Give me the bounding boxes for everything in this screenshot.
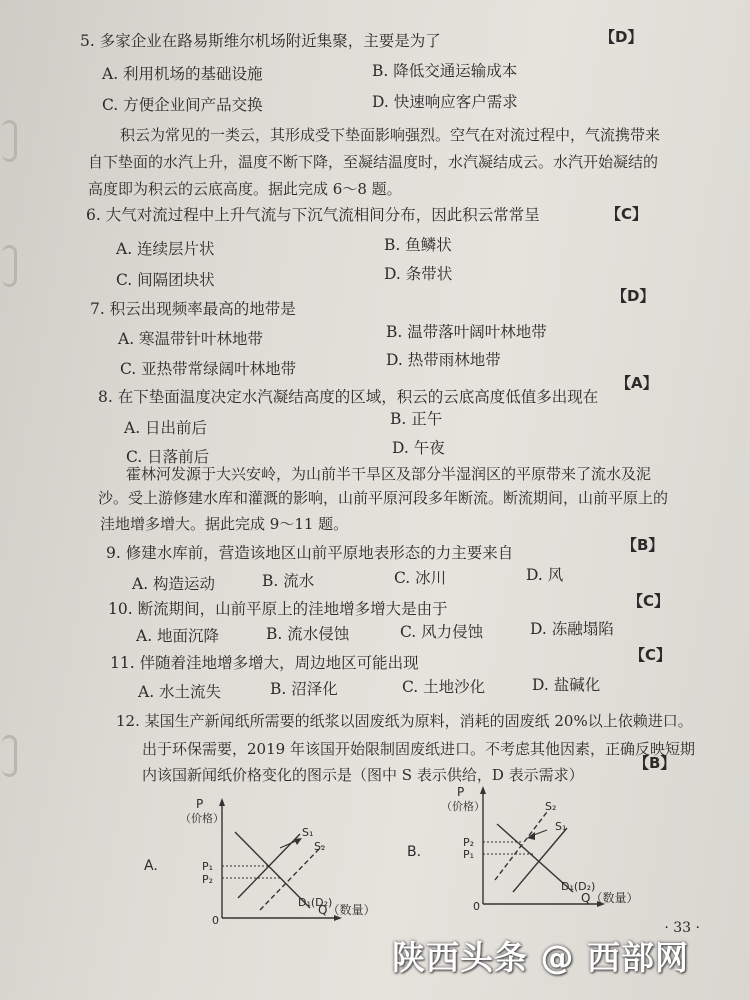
supply-demand-graph-b (405, 780, 655, 920)
option-c: C. 风力侵蚀 (400, 623, 484, 641)
graph-p-unit-label: （价格） (180, 812, 224, 825)
option-b: B. 温带落叶阔叶林地带 (386, 323, 547, 341)
question-8-answer: 【A】 (616, 374, 658, 392)
option-d: D. 条带状 (384, 265, 453, 283)
option-c: C. 土地沙化 (402, 678, 486, 696)
passage-line: 自下垫面的水汽上升，温度不断下降，至凝结温度时，水汽凝结成云。水汽开始凝结的 (88, 153, 659, 171)
watermark: 陕西头条 @ 西部网 (392, 938, 689, 977)
graph-s2-label: S₂ (545, 800, 557, 813)
passage-line: 洼地增多增大。据此完成 9～11 题。 (100, 515, 349, 533)
question-9-stem: 9. 修建水库前，营造该地区山前平原地表形态的力主要来自 (106, 544, 514, 562)
option-c: C. 间隔团块状 (116, 271, 215, 289)
question-6-stem: 6. 大气对流过程中上升气流与下沉气流相间分布，因此积云常常呈 (86, 206, 540, 224)
option-c: C. 日落前后 (126, 448, 210, 466)
option-c: C. 冰川 (394, 569, 447, 587)
option-a: A. 利用机场的基础设施 (102, 65, 263, 83)
graph-q-axis-label: Q（数量） (581, 891, 639, 905)
question-12-stem: 内该国新闻纸价格变化的图示是（图中 S 表示供给，D 表示需求） (142, 766, 584, 784)
option-d: D. 午夜 (392, 439, 445, 457)
graph-p1-label: P₁ (202, 860, 214, 873)
supply-demand-graph-a (140, 790, 390, 930)
passage-line: 积云为常见的一类云，其形成受下垫面影响强烈。空气在对流过程中，气流携带来 (120, 126, 661, 144)
graph-origin: 0 (473, 900, 480, 913)
question-9-answer: 【B】 (622, 536, 664, 554)
graph-p-unit-label: （价格） (441, 800, 485, 813)
option-d: D. 热带雨林地带 (386, 351, 501, 369)
graph-d-label: D₁(D₂) (561, 880, 596, 893)
graph-p2-label: P₂ (463, 836, 475, 849)
option-a: A. 水土流失 (138, 683, 222, 701)
question-5-answer: 【D】 (600, 28, 643, 46)
option-c: C. 亚热带常绿阔叶林地带 (120, 360, 297, 378)
graph-s1-label: S₁ (302, 826, 314, 839)
graph-q-axis-label: Q（数量） (318, 903, 376, 917)
option-b: B. 沼泽化 (270, 680, 338, 698)
question-6-answer: 【C】 (606, 205, 648, 223)
graph-p-axis-label: P (196, 797, 204, 811)
option-a: A. 寒温带针叶林地带 (118, 330, 264, 348)
graph-p-axis-label: P (457, 785, 465, 799)
option-d: D. 盐碱化 (532, 676, 601, 694)
question-7-stem: 7. 积云出现频率最高的地带是 (90, 300, 296, 318)
question-11-stem: 11. 伴随着洼地增多增大，周边地区可能出现 (110, 654, 419, 672)
graph-s2-label: S₂ (314, 840, 326, 853)
passage-line: 霍林河发源于大兴安岭，为山前半干旱区及部分半湿润区的平原带来了流水及泥 (126, 465, 652, 483)
binder-ring (2, 735, 17, 777)
passage-line: 沙。受上游修建水库和灌溉的影响，山前平原河段多年断流。断流期间，山前平原上的 (98, 489, 669, 507)
question-5-stem: 5. 多家企业在路易斯维尔机场附近集聚，主要是为了 (80, 32, 441, 50)
question-11-answer: 【C】 (630, 646, 672, 664)
option-d: D. 快速响应客户需求 (372, 93, 518, 111)
question-7-answer: 【D】 (612, 287, 655, 305)
option-c: C. 方便企业间产品交换 (102, 96, 263, 114)
page-number: · 33 · (664, 920, 700, 936)
binder-ring (2, 245, 17, 287)
graph-p1-label: P₁ (463, 848, 475, 861)
question-8-stem: 8. 在下垫面温度决定水汽凝结高度的区域，积云的云底高度低值多出现在 (98, 388, 599, 406)
graph-p2-label: P₂ (202, 873, 214, 886)
passage-line: 高度即为积云的云底高度。据此完成 6～8 题。 (88, 180, 402, 198)
question-10-stem: 10. 断流期间，山前平原上的洼地增多增大是由于 (108, 600, 448, 618)
option-a: A. 地面沉降 (136, 627, 220, 645)
option-b: B. 流水侵蚀 (266, 625, 350, 643)
option-b: B. 正午 (390, 410, 443, 428)
question-12-stem: 出于环保需要，2019 年该国开始限制固废纸进口。不考虑其他因素，正确反映短期 (142, 740, 695, 758)
graph-option-label: A. (144, 858, 158, 874)
graph-supply-curve-s2 (495, 812, 547, 880)
graph-d-label: D₁(D₂) (298, 896, 333, 909)
option-b: B. 流水 (262, 572, 315, 590)
graph-s1-label: S₁ (555, 820, 567, 833)
option-a: A. 构造运动 (132, 575, 216, 593)
graph-arrow-icon (480, 786, 486, 794)
option-d: D. 冻融塌陷 (530, 620, 614, 638)
option-b: B. 鱼鳞状 (384, 236, 452, 254)
question-12-answer: 【B】 (634, 754, 676, 772)
option-d: D. 风 (526, 566, 564, 584)
binder-ring (2, 120, 17, 162)
option-b: B. 降低交通运输成本 (372, 62, 518, 80)
graph-supply-curve-s1 (513, 828, 567, 892)
graph-option-label: B. (407, 844, 422, 860)
option-a: A. 连续层片状 (116, 240, 215, 258)
graph-arrow-icon (219, 798, 225, 806)
graph-origin: 0 (212, 914, 219, 927)
question-10-answer: 【C】 (628, 592, 670, 610)
option-a: A. 日出前后 (124, 419, 208, 437)
question-12-stem: 12. 某国生产新闻纸所需要的纸浆以固废纸为原料，消耗的固废纸 20%以上依赖进口。 (116, 712, 693, 730)
